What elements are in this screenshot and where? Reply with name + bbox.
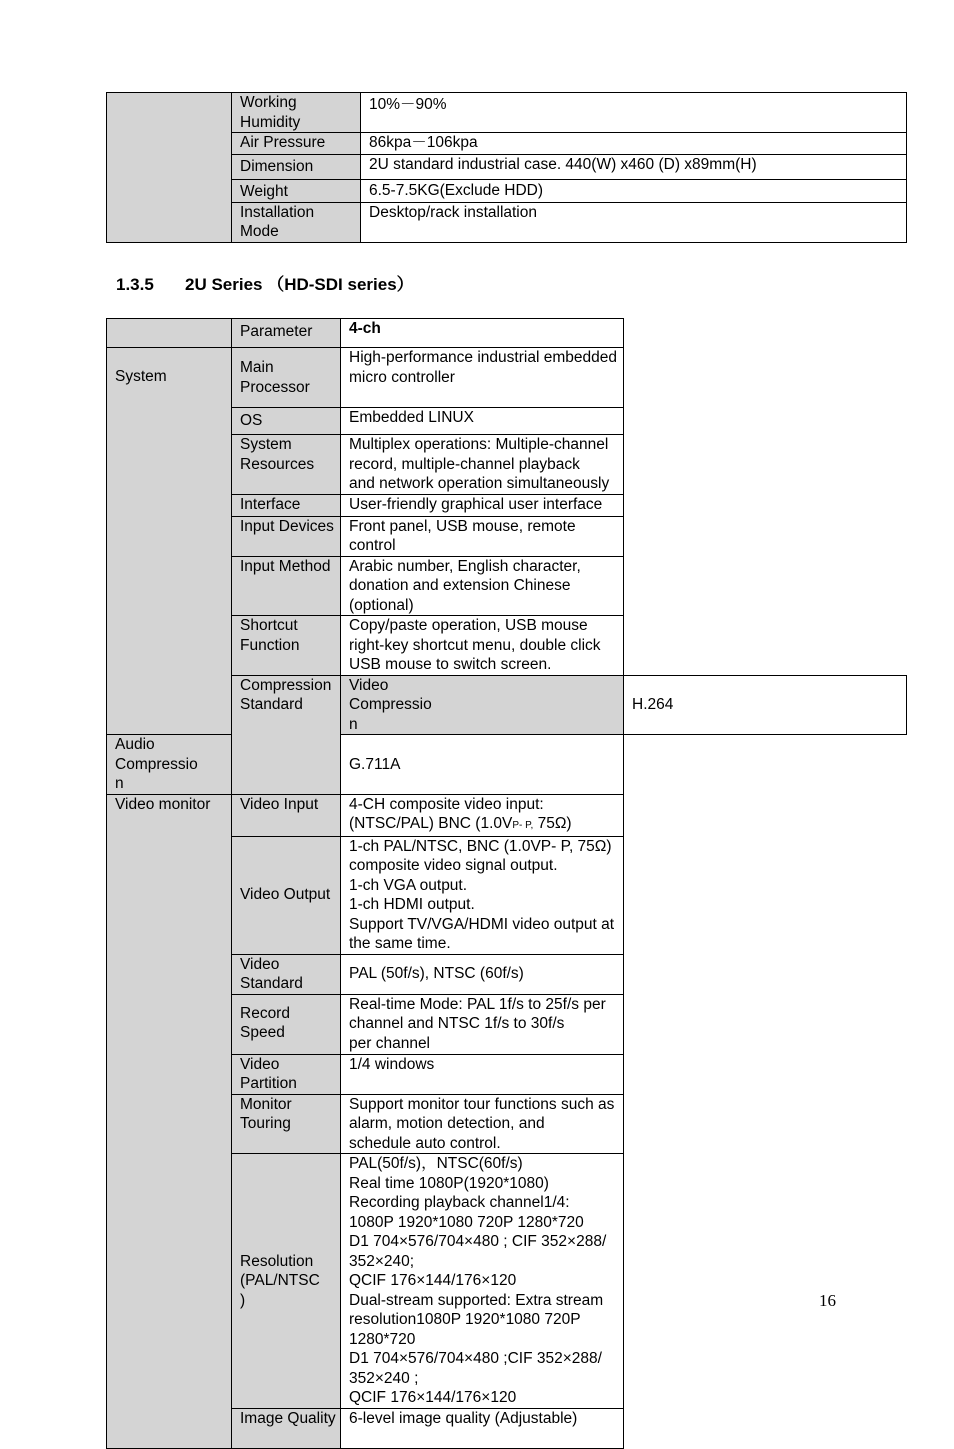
param-label: System Resources xyxy=(232,435,341,495)
header-model: 4-ch xyxy=(341,319,624,348)
param-label: Video Partition xyxy=(232,1054,341,1094)
table-row xyxy=(107,93,907,133)
param-value: 2U standard industrial case. 440(W) x460 (D) x89mm(H) xyxy=(361,155,907,180)
group-video-monitor: Video monitor xyxy=(107,794,232,1448)
table-header-row xyxy=(107,319,907,348)
param-value: PAL(50f/s)，NTSC(60f/s) Real time 1080P(1920*1080) Recording playback channel1/4: 1080P 1920*1080 720P 1280*720 D1 704×576/704×480 ; CIF 352×288/ 352×240; QCIF 176×144/176×120 Dual-stream supported: Extra stream resolution1080P 1920*1080 720P 1280*720 D1 704×576/704×480 ;CIF 352×288/ 352×240 ; QCIF 176×144/176×120 xyxy=(341,1154,624,1409)
param-label: Record Speed xyxy=(232,994,341,1054)
param-value: 1/4 windows xyxy=(341,1054,624,1094)
param-value: Real-time Mode: PAL 1f/s to 25f/s per channel and NTSC 1f/s to 30f/s per channel xyxy=(341,994,624,1054)
param-value: Copy/paste operation, USB mouse right-key shortcut menu, double click USB mouse to switch screen. xyxy=(341,616,624,676)
param-value: Desktop/rack installation xyxy=(361,202,907,242)
group-cell-empty xyxy=(107,93,232,243)
param-value: H.264 xyxy=(624,675,907,735)
param-label: Weight xyxy=(232,180,361,203)
section-number: 1.3.5 xyxy=(116,275,154,294)
header-parameter: Parameter xyxy=(232,319,341,348)
param-value: User-friendly graphical user interface xyxy=(341,494,624,516)
param-value: High-performance industrial embedded micro controller xyxy=(341,348,624,408)
param-label: Input Method xyxy=(232,556,341,616)
param-label: Working Humidity xyxy=(232,93,361,133)
param-value: 86kpa－106kpa xyxy=(361,133,907,155)
section-title: 2U Series （HD-SDI series） xyxy=(185,275,414,294)
param-value: 6-level image quality (Adjustable) xyxy=(341,1408,624,1448)
param-label: Image Quality xyxy=(232,1408,341,1448)
section-heading xyxy=(116,270,414,295)
param-value: 4-CH composite video input: (NTSC/PAL) BNC (1.0VP- P, 75Ω) xyxy=(341,794,624,836)
param-value: Support monitor tour functions such as alarm, motion detection, and schedule auto control. xyxy=(341,1094,624,1154)
param-value: Multiplex operations: Multiple-channel record, multiple-channel playback and network operation simultaneously xyxy=(341,435,624,495)
param-value: 1-ch PAL/NTSC, BNC (1.0VP- P, 75Ω) composite video signal output. 1-ch VGA output. 1-ch HDMI output. Support TV/VGA/HDMI video output at the same time. xyxy=(341,836,624,954)
param-value: Front panel, USB mouse, remote control xyxy=(341,516,624,556)
param-label: Main Processor xyxy=(232,348,341,408)
group-system: System xyxy=(107,348,232,735)
environment-spec-table xyxy=(106,92,907,243)
param-value: 10%－90% xyxy=(361,93,907,133)
param-label: Air Pressure xyxy=(232,133,361,155)
header-empty-cell xyxy=(107,319,232,348)
param-label: Resolution (PAL/NTSC ) xyxy=(232,1154,341,1409)
param-label: Audio Compressio n xyxy=(107,735,232,795)
table-row xyxy=(107,794,907,836)
param-value: 6.5-7.5KG(Exclude HDD) xyxy=(361,180,907,203)
param-label: Input Devices xyxy=(232,516,341,556)
param-value: Arabic number, English character, donation and extension Chinese (optional) xyxy=(341,556,624,616)
param-label: OS xyxy=(232,408,341,435)
page-number: 16 xyxy=(819,1291,836,1310)
param-label: Dimension xyxy=(232,155,361,180)
table-row xyxy=(107,735,907,795)
param-value: Embedded LINUX xyxy=(341,408,624,435)
param-label: Shortcut Function xyxy=(232,616,341,676)
param-label: Video Standard xyxy=(232,954,341,994)
table-row xyxy=(107,348,907,408)
param-label: Video Output xyxy=(232,836,341,954)
param-label: Video Input xyxy=(232,794,341,836)
param-label: Monitor Touring xyxy=(232,1094,341,1154)
param-value: PAL (50f/s), NTSC (60f/s) xyxy=(341,954,624,994)
param-label: Video Compressio n xyxy=(341,675,624,735)
param-label: Interface xyxy=(232,494,341,516)
param-label: Installation Mode xyxy=(232,202,361,242)
hd-sdi-spec-table xyxy=(106,318,907,1449)
group-compression: Compression Standard xyxy=(232,675,341,794)
param-value: G.711A xyxy=(341,735,624,795)
